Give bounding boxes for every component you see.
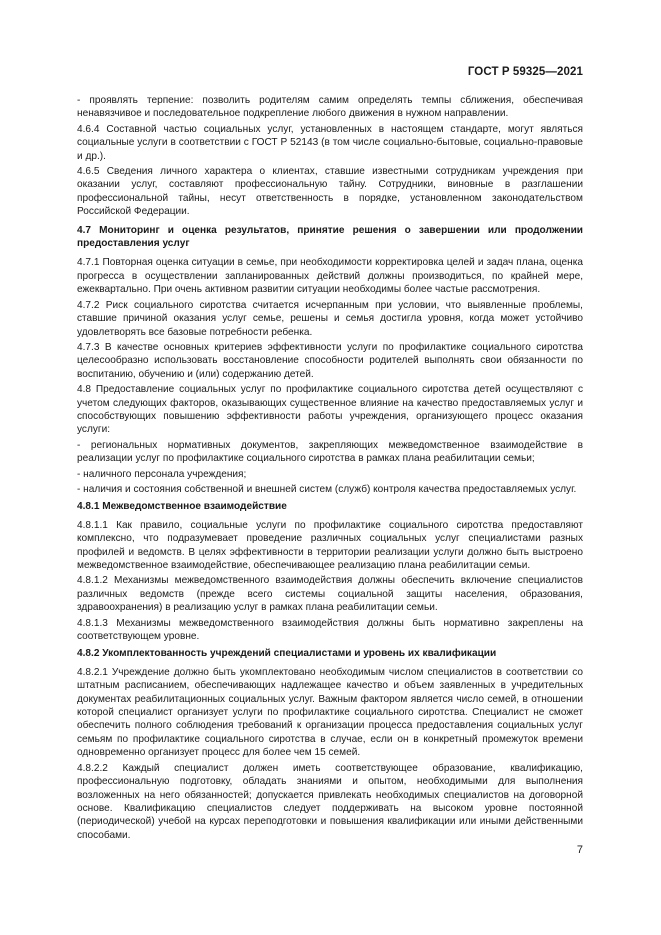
list-item-quality-control: - наличия и состояния собственной и внешней систем (служб) контроля качества предоставляемых услуг. [77,483,577,495]
paragraph-4-8: 4.8 Предоставление социальных услуг по профилактике социального сиротства детей осуществляют с учетом следующих факторов, оказывающих существенное влияние на качество предоставляемых услуг и способствующих повышению эффективности работы учреждения, организующего процесс оказания услуги: [77,384,583,436]
paragraph-4-6-5: 4.6.5 Сведения личного характера о клиентах, ставшие известными сотрудникам учреждения при оказании услуг, составляют профессиональную тайну. Сотрудники, виновные в разглашении профессиональной тайны, несут ответственность в порядке, установленном законодательством Российской Федерации. [77,166,583,218]
paragraph-4-7-3: 4.7.3 В качестве основных критериев эффективности услуги по профилактике социального сиротства целесообразно использовать восстановление способности родителей выполнять свои обязанности по воспитанию, обучению и (или) содержанию детей. [77,341,583,380]
paragraph-4-7-2: 4.7.2 Риск социального сиротства считается исчерпанным при условии, что выявленные проблемы, ставшие причиной оказания услуг семье, решены и семья достигла уровня, когда может устойчиво удовлетворять все базовые потребности ребенка. [77,299,583,338]
paragraph-4-6-4: 4.6.4 Составной частью социальных услуг, установленных в настоящем стандарте, могут являться социальные услуги в соответствии с ГОСТ Р 52143 (в том числе социально-бытовые, социально-правовые и др.). [77,123,583,162]
list-item-regional-documents: - региональных нормативных документов, закрепляющих межведомственное взаимодействие в реализации услуг по профилактике социального сиротства в рамках плана реабилитации семьи; [77,439,583,465]
paragraph-4-8-1-3: 4.8.1.3 Механизмы межведомственного взаимодействия должны быть нормативно закреплены на соответствующем уровне. [77,617,583,643]
section-heading-4-8-1: 4.8.1 Межведомственное взаимодействие [77,501,287,513]
list-item-staff: - наличного персонала учреждения; [77,468,247,480]
document-body [77,94,583,844]
section-heading-4-8-2: 4.8.2 Укомплектованность учреждений специалистами и уровень их квалификации [77,648,497,660]
paragraph-4-7-1: 4.7.1 Повторная оценка ситуации в семье, при необходимости корректировка целей и задач плана, оценка прогресса в осуществлении запланированных действий должны производиться, по крайней мере, ежеквартально. При очень активном развитии ситуации необходимы более частые рассмотрения. [77,257,583,296]
paragraph-4-8-2-1: 4.8.2.1 Учреждение должно быть укомплектовано необходимым числом специалистов в соответствии со штатным расписанием, обеспечивающих надлежащее качество и объем заявленных в учредительных документах реабилитационных социальных услуг. Важным фактором является число семей, в отношении которой специалист организует услуги по профилактике социального сиротства. Специалист не сможет обеспечить полного соблюдения требований к организации процесса предоставления социальных услуг семьям по профилактике социального сиротства в случае, если он в конкретный промежуток времени одновременно организует процесс для более чем 15 семей. [77,666,583,759]
paragraph-4-8-2-2: 4.8.2.2 Каждый специалист должен иметь соответствующее образование, квалификацию, профессиональную подготовку, обладать знаниями и опытом, необходимыми для выполнения возложенных на него обязанностей; допускается привлекать необходимых специалистов на договорной основе. Квалификацию специалистов следует поддерживать на высоком уровне постоянной (периодической) учебой на курсах переподготовки и повышения квалификации или иными действенными способами. [77,762,583,841]
section-heading-4-7: 4.7 Мониторинг и оценка результатов, принятие решения о завершении или продолжении предоставления услуг [77,224,583,250]
paragraph-4-8-1-2: 4.8.1.2 Механизмы межведомственного взаимодействия должны обеспечить включение специалистов различных ведомств (прежде всего системы социальной защиты населения, образования, здравоохранения) в реализацию услуг в рамках плана реабилитации семьи. [77,575,583,614]
page-number: 7 [576,844,583,856]
standard-header: ГОСТ Р 59325—2021 [467,66,583,78]
paragraph-4-8-1-1: 4.8.1.1 Как правило, социальные услуги по профилактике социального сиротства предоставляют комплексно, что подразумевает проведение различных социальных услуг специалистами разных профилей и ведомств. В целях эффективности в территории реализации услуги должно быть выстроено межведомственное взаимодействие, обеспечивающее реализацию плана реабилитации семьи. [77,519,583,571]
paragraph-bullet-patience: - проявлять терпение: позволить родителям самим определять темпы сближения, обеспечивая ненавязчивое и последовательное подкрепление любого движения в нужном направлении. [77,95,583,120]
